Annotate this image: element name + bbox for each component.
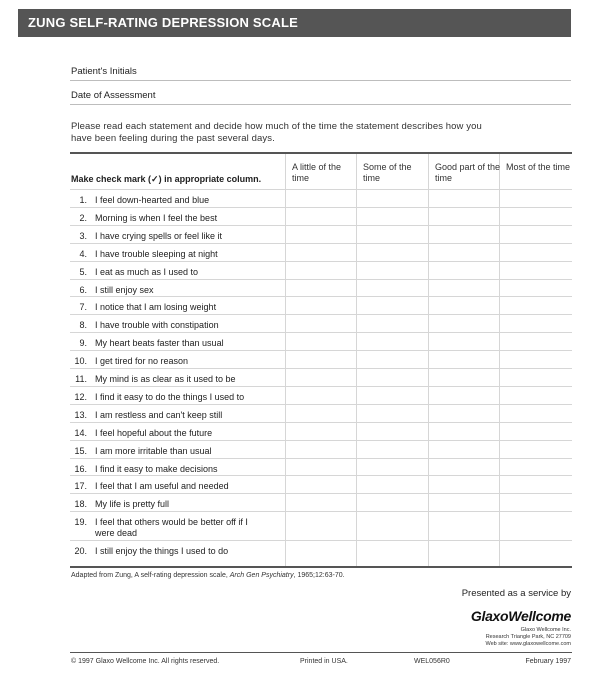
check-mark-instruction: Make check mark (✓) in appropriate column. (71, 174, 262, 184)
check-cell[interactable] (286, 423, 356, 441)
item-statement: Morning is when I feel the best (95, 212, 218, 223)
item-statement: I still enjoy the things I used to do (95, 546, 229, 557)
check-cell[interactable] (500, 190, 572, 208)
item-number: 9. (79, 338, 87, 349)
check-cell[interactable] (357, 423, 428, 441)
item-number: 10. (74, 356, 87, 367)
check-cell[interactable] (500, 441, 572, 459)
item-statement: I am restless and can't keep still (95, 409, 223, 420)
check-cell[interactable] (357, 244, 428, 262)
item-number: 20. (74, 546, 87, 557)
check-cell[interactable] (500, 459, 572, 477)
check-cell[interactable] (500, 333, 572, 351)
item-statement: I feel down-hearted and blue (95, 195, 210, 205)
item-statement: I still enjoy sex (95, 284, 154, 295)
check-cell[interactable] (286, 208, 356, 226)
check-cell[interactable] (286, 405, 356, 423)
check-cell[interactable] (500, 351, 572, 369)
check-cell[interactable] (500, 369, 572, 387)
table-row (70, 314, 572, 332)
check-cell[interactable] (357, 459, 428, 477)
item-number: 14. (74, 427, 87, 438)
table-row (70, 261, 572, 279)
item-number: 11. (75, 374, 87, 384)
citation-footnote (71, 572, 345, 579)
check-cell[interactable] (429, 190, 499, 208)
check-cell[interactable] (429, 494, 499, 512)
check-cell[interactable] (357, 387, 428, 405)
date-of-assessment-field[interactable] (70, 85, 571, 105)
check-cell[interactable] (357, 541, 428, 559)
check-cell[interactable] (286, 387, 356, 405)
item-statement: I have trouble with constipation (95, 320, 219, 331)
presented-by-text: Presented as a service by (461, 588, 571, 599)
table-row (70, 440, 572, 458)
item-statement: My heart beats faster than usual (95, 338, 224, 349)
check-cell[interactable] (500, 541, 572, 559)
check-cell[interactable] (286, 262, 356, 280)
check-cell[interactable] (500, 494, 572, 512)
check-cell[interactable] (500, 262, 572, 280)
table-row (70, 540, 572, 558)
item-number: 17. (74, 481, 87, 492)
document-code: WEL056R0 (414, 658, 450, 665)
table-row (70, 422, 572, 440)
company-website: Web site: www.glaxowellcome.com (485, 641, 571, 647)
check-cell[interactable] (286, 297, 356, 315)
table-row (70, 279, 572, 297)
check-cell[interactable] (429, 333, 499, 351)
check-cell[interactable] (429, 512, 499, 541)
column-header-most: Most of the time (506, 162, 571, 172)
item-number: 12. (74, 391, 87, 402)
item-statement: I have crying spells or feel like it (95, 230, 223, 241)
citation-prefix: Adapted from Zung, A self-rating depression scale, (71, 572, 230, 579)
check-cell[interactable] (500, 405, 572, 423)
check-cell[interactable] (286, 512, 356, 541)
check-cell[interactable] (286, 459, 356, 477)
table-row (70, 458, 572, 476)
check-cell[interactable] (500, 297, 572, 315)
check-cell[interactable] (500, 423, 572, 441)
item-number: 2. (79, 212, 87, 223)
check-cell[interactable] (500, 208, 572, 226)
item-statement: I notice that I am losing weight (95, 302, 217, 313)
table-row (70, 511, 572, 540)
check-cell[interactable] (429, 387, 499, 405)
check-cell[interactable] (357, 351, 428, 369)
check-cell[interactable] (429, 476, 499, 494)
document-date: February 1997 (525, 658, 571, 665)
check-cell[interactable] (500, 387, 572, 405)
item-statement: My life is pretty full (95, 499, 170, 510)
item-statement: I feel that others would be better off if I were dead (95, 517, 248, 539)
check-cell[interactable] (357, 315, 428, 333)
check-cell[interactable] (357, 494, 428, 512)
page-title: ZUNG SELF-RATING DEPRESSION SCALE (28, 15, 298, 30)
check-cell[interactable] (286, 333, 356, 351)
glaxowellcome-logo: GlaxoWellcome (470, 608, 571, 624)
check-cell[interactable] (357, 405, 428, 423)
table-row (70, 404, 572, 422)
check-cell[interactable] (429, 405, 499, 423)
check-cell[interactable] (286, 226, 356, 244)
check-cell[interactable] (286, 476, 356, 494)
column-header-good-part: Good part of the time (435, 162, 501, 183)
citation-journal: Arch Gen Psychiatry (229, 572, 294, 579)
item-number: 5. (79, 266, 87, 277)
company-name: Glaxo Wellcome Inc. (520, 627, 571, 633)
table-row (70, 350, 572, 368)
item-number: 13. (74, 409, 87, 420)
check-cell[interactable] (286, 351, 356, 369)
table-row (70, 493, 572, 511)
check-cell[interactable] (500, 315, 572, 333)
check-cell[interactable] (429, 297, 499, 315)
table-row (70, 368, 572, 386)
item-statement: I have trouble sleeping at night (95, 248, 218, 259)
item-statement: I get tired for no reason (95, 356, 189, 367)
table-row (70, 225, 572, 243)
column-header-some: Some of the time (363, 162, 412, 183)
footer-rule (70, 652, 572, 653)
instructions: Please read each statement and decide how much of the time the statement describes how you have been feeling during the past several days. (71, 121, 482, 144)
printed-in-text: Printed in USA. (300, 658, 348, 665)
check-cell[interactable] (357, 333, 428, 351)
check-cell[interactable] (429, 315, 499, 333)
check-cell[interactable] (429, 244, 499, 262)
check-cell[interactable] (357, 369, 428, 387)
table-bottom-rule (70, 566, 572, 568)
item-number: 15. (74, 445, 87, 456)
check-cell[interactable] (357, 190, 428, 208)
check-cell[interactable] (429, 459, 499, 477)
item-number: 16. (74, 463, 87, 474)
item-statement: I find it easy to do the things I used to (95, 391, 245, 402)
check-cell[interactable] (500, 226, 572, 244)
check-cell[interactable] (286, 369, 356, 387)
check-cell[interactable] (357, 262, 428, 280)
table-row (70, 189, 572, 207)
check-cell[interactable] (429, 280, 499, 298)
company-address: Research Triangle Park, NC 27709 (485, 634, 571, 640)
check-cell[interactable] (500, 512, 572, 541)
check-cell[interactable] (429, 208, 499, 226)
copyright-text: © 1997 Glaxo Wellcome Inc. All rights reserved. (71, 658, 220, 665)
check-cell[interactable] (286, 315, 356, 333)
check-cell[interactable] (357, 476, 428, 494)
check-cell[interactable] (286, 541, 356, 559)
check-cell[interactable] (286, 441, 356, 459)
item-number: 3. (79, 230, 87, 241)
table-row (70, 386, 572, 404)
item-number: 18. (74, 499, 87, 510)
table-row (70, 475, 572, 493)
check-cell[interactable] (357, 297, 428, 315)
check-cell[interactable] (286, 494, 356, 512)
item-number: 6. (79, 284, 87, 295)
check-cell[interactable] (357, 512, 428, 541)
check-cell[interactable] (429, 369, 499, 387)
item-statement: I feel hopeful about the future (95, 427, 213, 438)
check-cell[interactable] (429, 423, 499, 441)
title-bar (18, 9, 571, 37)
check-cell[interactable] (429, 226, 499, 244)
check-cell[interactable] (429, 262, 499, 280)
table-row (70, 207, 572, 225)
check-cell[interactable] (500, 476, 572, 494)
item-number: 7. (79, 302, 87, 313)
item-number: 8. (79, 320, 87, 331)
check-cell[interactable] (286, 190, 356, 208)
item-statement: I find it easy to make decisions (95, 463, 218, 474)
date-of-assessment-label: Date of Assessment (71, 90, 156, 101)
check-cell[interactable] (429, 351, 499, 369)
check-cell[interactable] (429, 441, 499, 459)
check-cell[interactable] (500, 244, 572, 262)
check-cell[interactable] (429, 541, 499, 559)
citation-suffix: , 1965;12:63-70. (293, 572, 345, 579)
check-cell[interactable] (286, 280, 356, 298)
patient-initials-label: Patient's Initials (71, 66, 137, 77)
check-cell[interactable] (500, 280, 572, 298)
check-cell[interactable] (357, 441, 428, 459)
item-statement: I feel that I am useful and needed (95, 481, 229, 492)
table-row (70, 332, 572, 350)
table-row (70, 296, 572, 314)
patient-initials-field[interactable] (70, 61, 571, 81)
check-cell[interactable] (357, 208, 428, 226)
table-top-rule (70, 152, 572, 154)
item-number: 4. (79, 248, 87, 259)
check-cell[interactable] (357, 226, 428, 244)
item-number: 19. (74, 517, 87, 528)
check-cell[interactable] (357, 280, 428, 298)
table-row (70, 243, 572, 261)
check-cell[interactable] (286, 244, 356, 262)
item-statement: I eat as much as I used to (95, 266, 199, 277)
item-statement: I am more irritable than usual (95, 445, 212, 456)
item-statement: My mind is as clear as it used to be (95, 374, 236, 384)
column-header-a-little: A little of the time (292, 162, 342, 183)
item-number: 1. (79, 195, 87, 205)
